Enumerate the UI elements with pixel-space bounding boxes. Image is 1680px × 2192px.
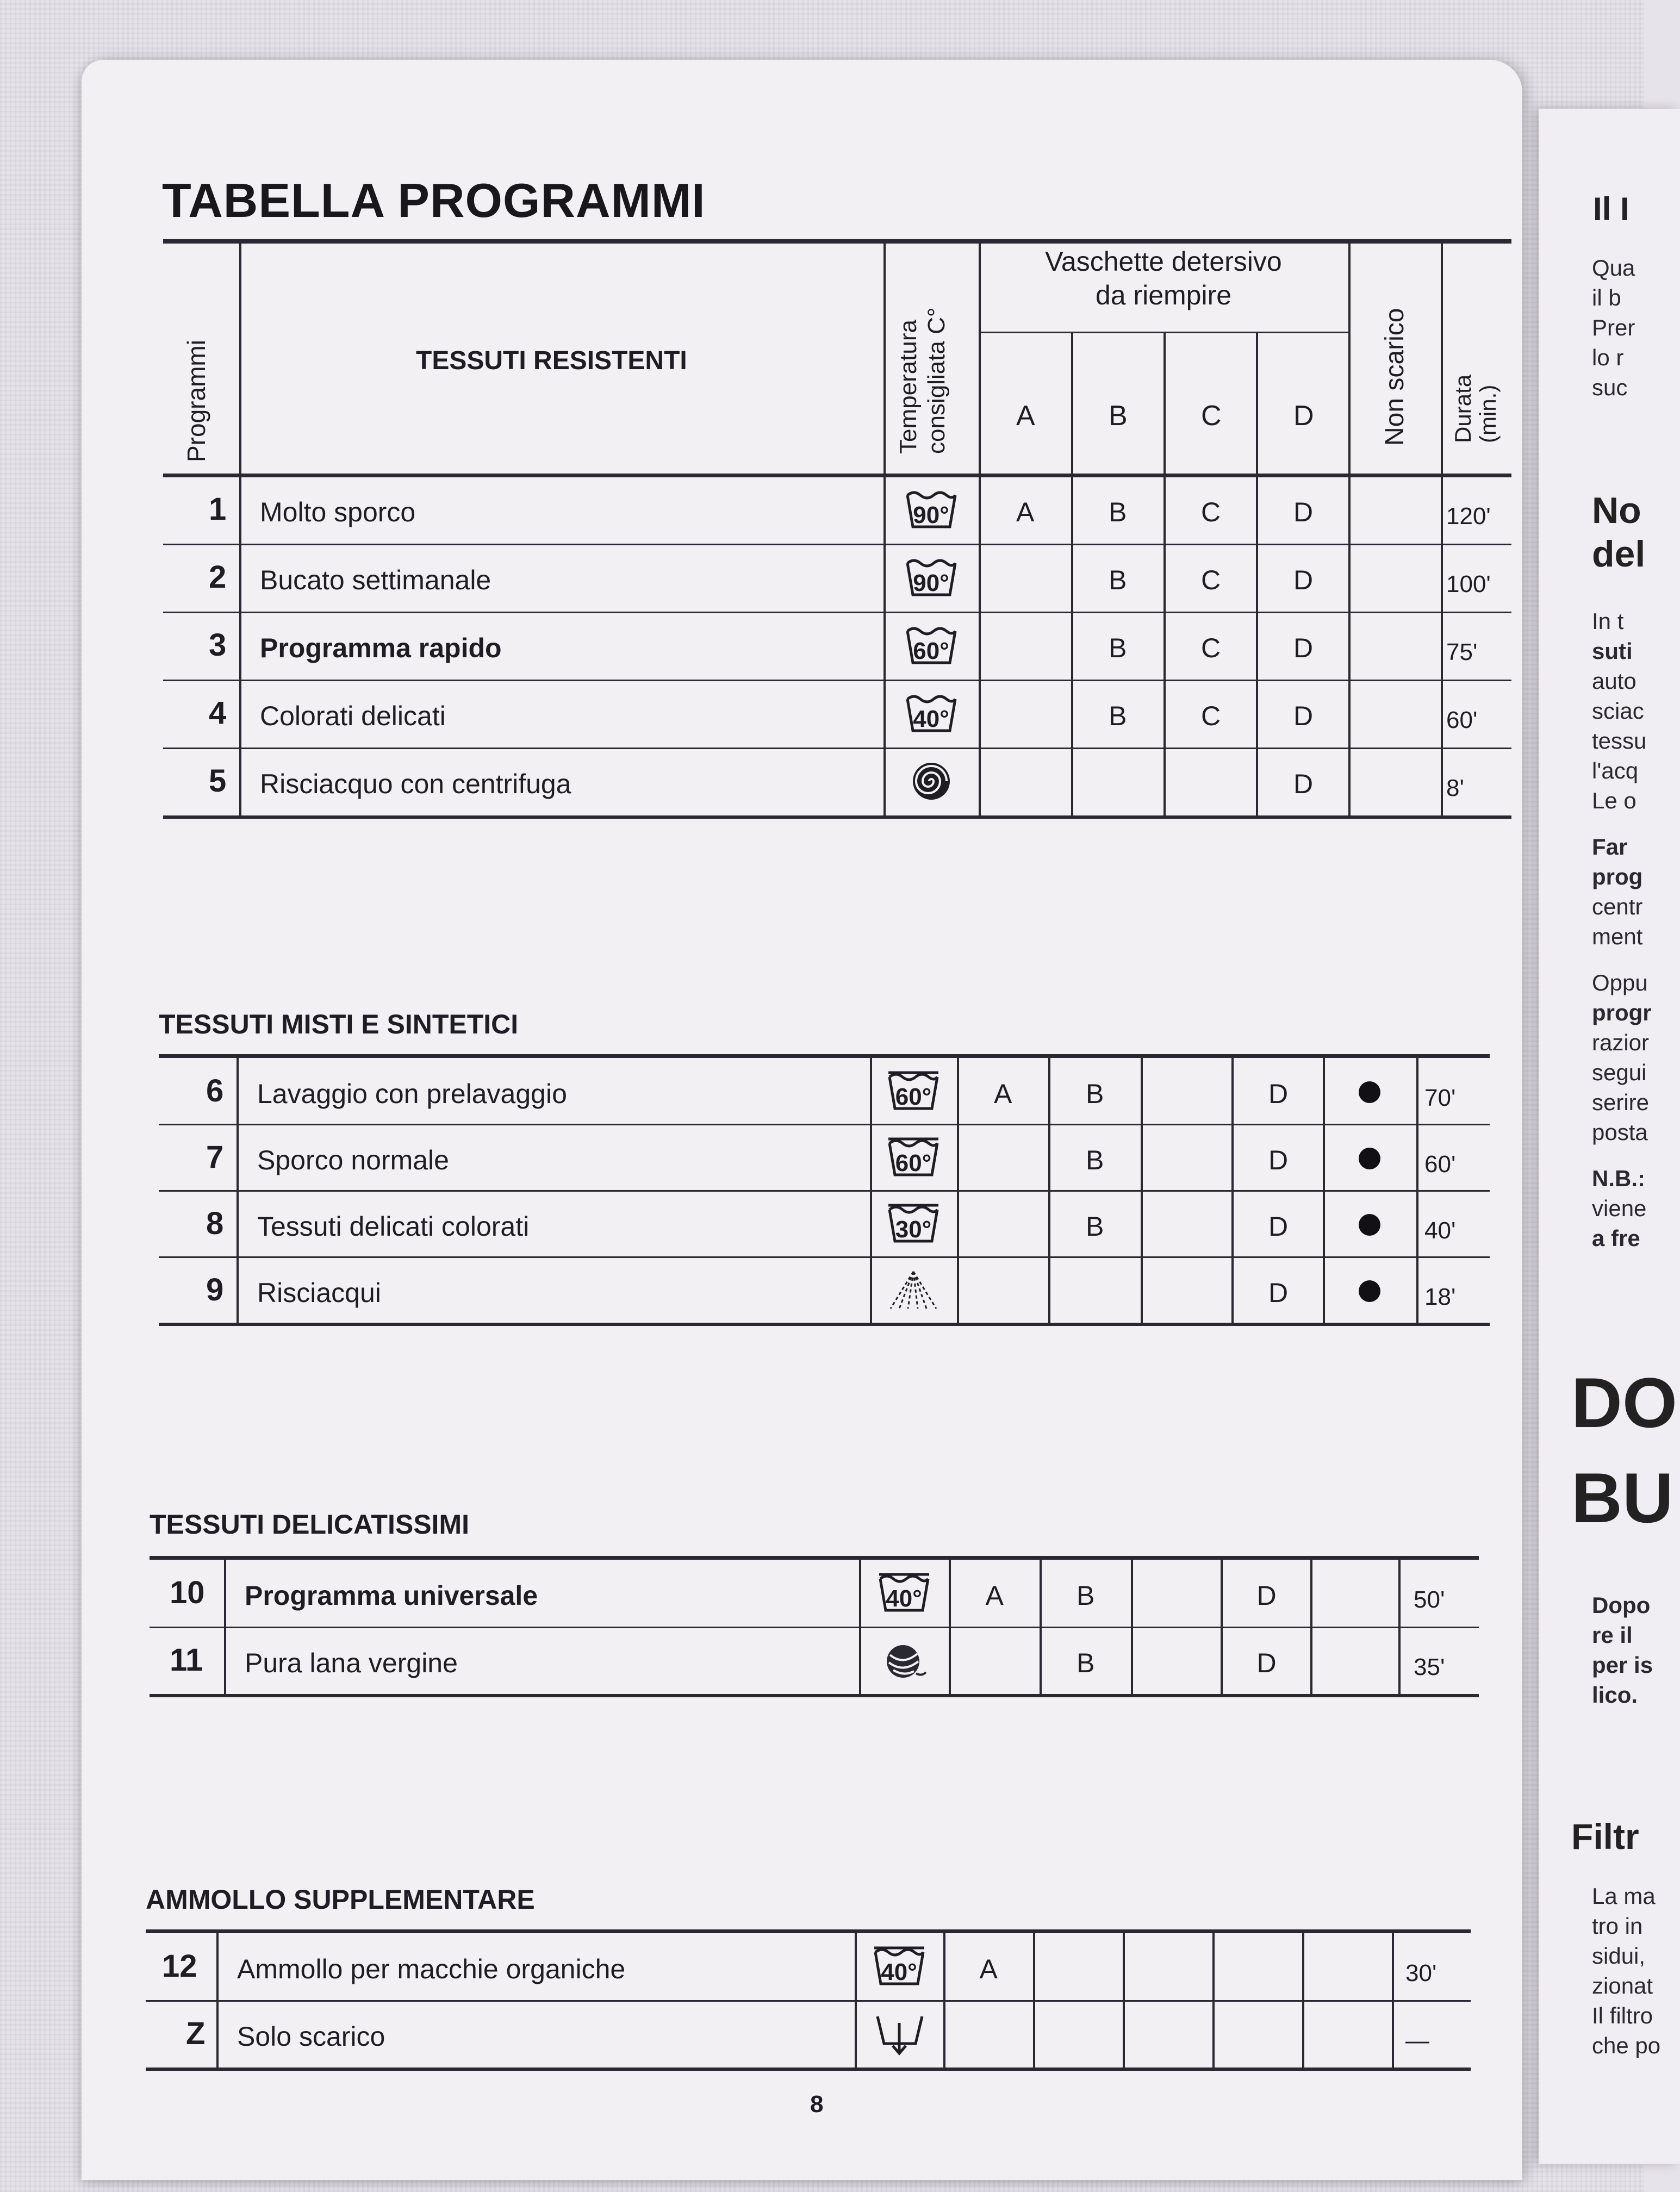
program-name: Colorati delicati [260,701,446,731]
header-temperatura: Temperatura consigliata C° [895,307,950,454]
compartment-b-mark: B [1109,565,1127,595]
program-number: Z [186,2016,206,2051]
drain-icon [873,2012,925,2054]
program-name: Ammollo per macchie organiche [237,1954,626,1984]
compartment-d-mark: D [1268,1079,1289,1109]
section-top-rule [146,1929,1471,1933]
row-rule [163,680,1511,681]
compartment-c-mark: C [1201,701,1221,731]
right-page-fragment: lico. [1592,1682,1638,1708]
right-page-fragment: zionat [1592,1973,1653,1998]
compartment-b-mark: B [1109,497,1127,527]
compartment-b-mark: B [1086,1145,1104,1175]
table-divider [979,476,981,815]
right-page-fragment: tro in [1592,1913,1643,1939]
right-page-fragment: prog [1592,864,1643,889]
wash-40-icon [905,692,957,734]
table-bottom-rule [150,1694,1479,1697]
row-rule [163,544,1511,545]
temperature-label: 60° [895,1083,932,1110]
program-name: Sporco normale [257,1145,449,1175]
program-name: Programma rapido [260,633,502,663]
right-page-fragment: Le o [1592,788,1637,813]
row-rule [159,1256,1490,1258]
right-page-fragment: auto [1592,668,1637,694]
compartment-a-mark: A [979,1954,998,1984]
right-page-heading: DO [1571,1363,1677,1442]
compartment-a-mark: A [994,1079,1012,1109]
temperature-label: 40° [881,1959,917,1985]
page-title: TABELLA PROGRAMMI [162,173,706,227]
duration-value: 35' [1414,1654,1445,1680]
duration-value: 8' [1446,775,1464,801]
compartment-d-mark: D [1268,1278,1289,1308]
row-rule [163,612,1511,613]
table-divider [1348,476,1351,815]
program-number: 8 [206,1206,224,1241]
right-page-fragment: progr [1592,1000,1652,1025]
compartment-d-mark: D [1293,701,1314,731]
temperature-label: 40° [886,1585,922,1612]
table-divider [883,476,886,815]
compartment-b-mark: B [1086,1079,1104,1109]
row-rule [159,1124,1490,1125]
table-divider [239,476,241,815]
table-divider [239,239,241,476]
program-name: Pura lana vergine [245,1648,458,1678]
header-bottom-rule [163,474,1511,477]
row-rule [163,748,1511,749]
duration-value: 18' [1424,1284,1456,1310]
right-page-fragment: In t [1592,608,1624,634]
duration-value: 30' [1405,1960,1437,1986]
program-name: Solo scarico [237,2021,385,2052]
program-number: 9 [206,1272,224,1307]
wash-90-icon [905,556,957,598]
right-page-heading: No [1592,490,1641,531]
temperature-label: 60° [913,638,949,664]
table-top-rule [163,239,1511,244]
right-page-fragment: Qua [1592,255,1635,281]
table-divider [883,239,886,476]
right-page-fragment: suc [1592,375,1628,400]
right-page-heading: del [1592,533,1646,575]
rinse-shower-icon [887,1268,939,1311]
right-page-fragment: l'acq [1592,758,1639,783]
compartment-b-mark: B [1109,701,1127,731]
header-tessuti-resistenti: TESSUTI RESISTENTI [416,346,687,375]
right-page-fragment: suti [1592,638,1633,664]
wash-60-bar-icon [887,1069,939,1112]
wool-ball-icon [878,1639,930,1681]
header-durata: Durata (min.) [1450,374,1501,443]
header-programmi: Programmi [182,340,210,462]
section-top-rule [159,1054,1490,1058]
non-scarico-dot [1359,1280,1380,1302]
duration-value: 60' [1446,707,1478,733]
program-number: 11 [170,1642,203,1678]
table-bottom-rule [146,2068,1471,2071]
duration-value: 100' [1446,571,1491,597]
temperature-label: 90° [913,570,949,596]
compartment-a-mark: A [1016,497,1035,527]
spin-icon [905,759,957,802]
duration-value: 120' [1446,503,1491,530]
table-divider [1163,476,1166,815]
right-page-fragment: Dopo [1592,1592,1651,1618]
program-number: 1 [209,491,227,527]
compartment-d-mark: D [1293,633,1314,663]
compartment-d-mark: D [1256,1648,1277,1678]
right-page-fragment: La ma [1592,1883,1656,1909]
duration-value: 50' [1414,1586,1445,1613]
compartment-b-mark: B [1086,1211,1104,1242]
compartment-header-a: A [1016,400,1035,432]
duration-value: — [1405,2027,1429,2054]
duration-value: 70' [1424,1085,1456,1111]
right-page-heading: Filtr [1571,1816,1639,1857]
section-title: TESSUTI DELICATISSIMI [150,1509,469,1540]
duration-value: 40' [1424,1217,1456,1244]
program-name: Molto sporco [260,497,416,527]
right-page-fragment: posta [1592,1119,1648,1145]
program-number: 7 [206,1139,224,1175]
right-page-fragment: Il filtro [1592,2003,1653,2028]
header-vaschette: Vaschette detersivo da riempire [1045,246,1282,310]
temperature-label: 60° [895,1150,932,1176]
compartment-d-mark: D [1293,497,1314,527]
program-name: Programma universale [245,1580,538,1611]
header-non-scarico: Non scarico [1380,308,1409,446]
table-divider [1163,332,1166,476]
right-page-fragment: il b [1592,285,1621,310]
compartment-d-mark: D [1293,769,1314,799]
right-page-fragment: sciac [1592,698,1644,724]
wash-40-bar-icon [873,1945,925,1987]
compartment-a-mark: A [985,1580,1004,1611]
right-page-fragment: lo r [1592,345,1624,370]
duration-value: 75' [1446,639,1478,665]
table-divider [1256,332,1258,476]
program-number: 4 [209,695,227,731]
wash-90-icon [905,488,957,530]
compartment-b-mark: B [1109,633,1127,663]
right-page-fragment: a fre [1592,1225,1640,1251]
manual-page [82,60,1522,2180]
section-top-rule [150,1556,1479,1560]
compartment-c-mark: C [1201,497,1221,527]
program-number: 6 [206,1073,224,1109]
temperature-label: 40° [913,706,949,732]
table-bottom-rule [159,1323,1490,1326]
right-page-fragment: centr [1592,894,1643,919]
compartment-d-mark: D [1268,1211,1289,1242]
table-divider [1441,476,1443,815]
table-divider [1071,332,1073,476]
table-divider [1348,239,1351,476]
right-page-fragment: Oppu [1592,970,1648,995]
wash-40-bar-icon [878,1571,930,1614]
right-page-fragment: viene [1592,1195,1647,1221]
compartment-header-b: B [1109,400,1128,432]
program-number: 12 [162,1948,197,1984]
right-page-heading: BU [1571,1458,1673,1537]
compartment-c-mark: C [1201,633,1221,663]
program-name: Bucato settimanale [260,565,491,595]
temperature-label: 30° [895,1216,932,1243]
section-title: TESSUTI MISTI E SINTETICI [159,1009,519,1039]
wash-60-icon [905,624,957,666]
right-page-fragment: segui [1592,1060,1647,1085]
non-scarico-dot [1359,1148,1380,1169]
program-name: Lavaggio con prelavaggio [257,1079,567,1109]
right-page-heading: Il I [1593,191,1629,227]
right-page-fragment: tessu [1592,728,1647,753]
right-page-fragment: re il [1592,1622,1633,1648]
right-page-fragment: per is [1592,1652,1653,1678]
compartment-d-mark: D [1293,565,1314,595]
right-page-fragment: serire [1592,1089,1650,1115]
compartment-header-c: C [1201,400,1222,432]
program-name: Tessuti delicati colorati [257,1211,530,1242]
wash-60-bar-icon [887,1136,939,1178]
compartment-b-mark: B [1077,1580,1095,1611]
row-rule [150,1627,1479,1628]
compartment-d-mark: D [1268,1145,1289,1175]
right-page-fragment: che po [1592,2033,1661,2058]
program-number: 3 [209,627,227,663]
right-page-fragment: Prer [1592,315,1635,340]
compartment-header-d: D [1293,400,1314,432]
compartment-c-mark: C [1201,565,1221,595]
right-page-fragment: Far [1592,834,1628,860]
right-page-fragment: ment [1592,924,1643,949]
compartment-b-mark: B [1077,1648,1095,1678]
table-divider [1441,239,1443,476]
row-rule [159,1190,1490,1192]
right-page-fragment: sidui, [1592,1943,1646,1969]
row-rule [146,2000,1471,2002]
right-page-fragment: N.B.: [1592,1166,1645,1191]
right-page-fragment: razior [1592,1030,1650,1055]
wash-30-bar-icon [887,1202,939,1244]
program-name: Risciacquo con centrifuga [260,769,571,799]
compartment-d-mark: D [1256,1580,1277,1611]
duration-value: 60' [1424,1151,1456,1178]
program-number: 10 [170,1575,205,1610]
program-name: Risciacqui [257,1278,381,1308]
program-number: 2 [209,559,227,595]
non-scarico-dot [1359,1081,1380,1103]
section-title: AMMOLLO SUPPLEMENTARE [146,1884,535,1915]
table-divider [1256,476,1258,815]
page-number: 8 [810,2091,824,2118]
temperature-label: 90° [913,502,949,528]
program-number: 5 [209,763,227,799]
table-bottom-rule [163,815,1511,819]
table-divider [1071,476,1073,815]
non-scarico-dot [1359,1214,1380,1236]
